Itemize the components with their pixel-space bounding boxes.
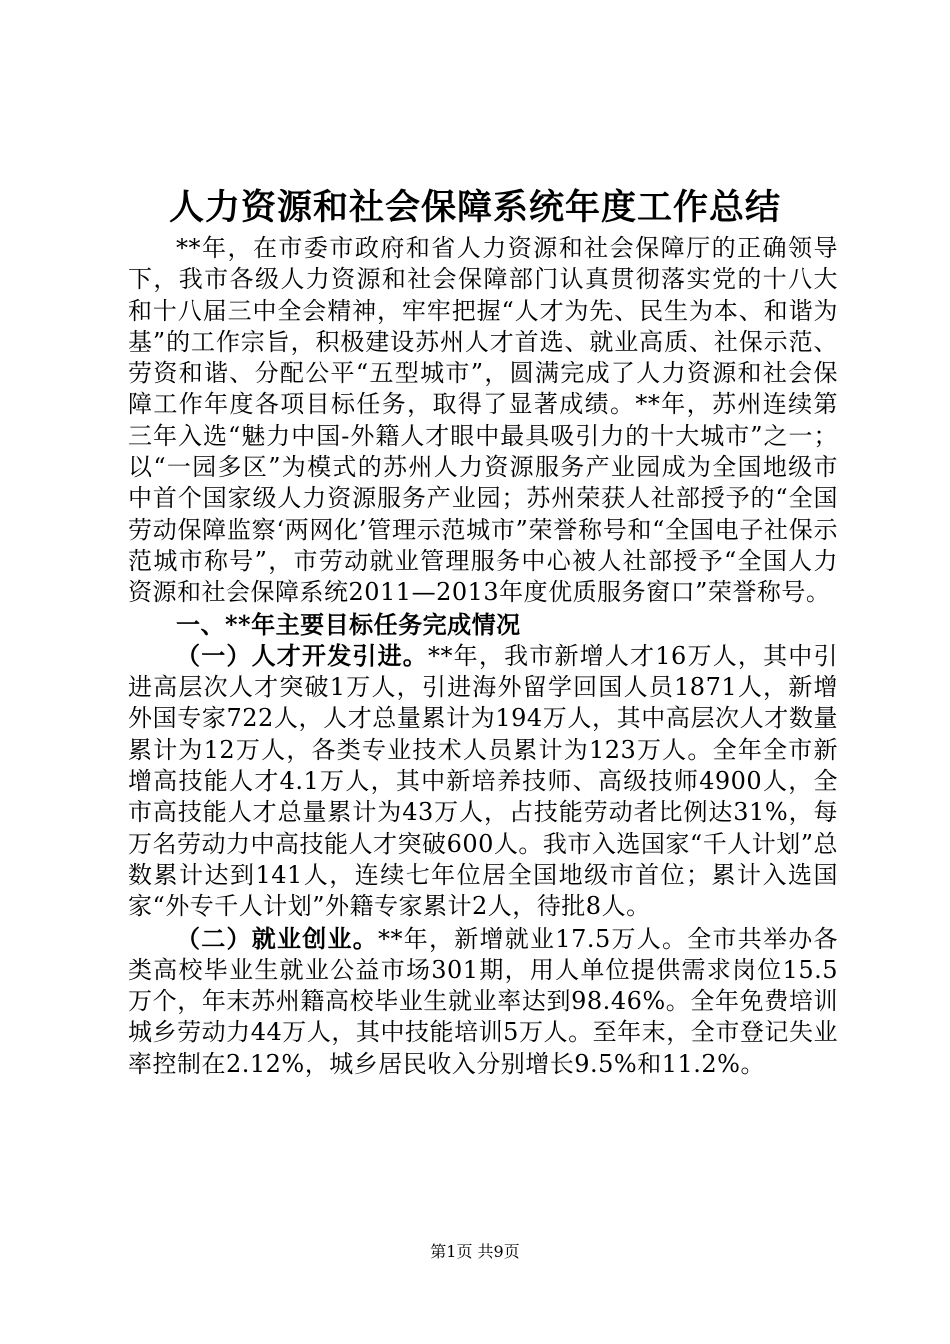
subsection-talent-title: （一）人才开发引进。 [176, 640, 428, 670]
subsection-employment-title: （二）就业创业。 [176, 923, 379, 953]
subsection-talent-paragraph [128, 640, 838, 923]
subsection-employment-paragraph [128, 923, 838, 1080]
intro-paragraph: **年，在市委市政府和省人力资源和社会保障厅的正确领导下，我市各级人力资源和社会保障部门认真贯彻落实党的十八大和十八届三中全会精神，牢牢把握“人才为先、民生为本、和谐为基”的工作宗旨，积极建设苏州人才首选、就业高质、社保示范、劳资和谐、分配公平“五型城市”，圆满完成了人力资源和社会保障工作年度各项目标任务，取得了显著成绩。**年，苏州连续第三年入选“魅力中国-外籍人才眼中最具吸引力的十大城市”之一；以“一园多区”为模式的苏州人力资源服务产业园成为全国地级市中首个国家级人力资源服务产业园；苏州荣获人社部授予的“全国劳动保障监察‘两网化’管理示范城市”荣誉称号和“全国电子社保示范城市称号”，市劳动就业管理服务中心被人社部授予“全国人力资源和社会保障系统2011—2013年度优质服务窗口”荣誉称号。 [128, 234, 838, 607]
page-footer: 第1页 共9页 [430, 1242, 520, 1261]
subsection-talent-text: **年，我市新增人才16万人，其中引进高层次人才突破1万人，引进海外留学回国人员1871人，新增外国专家722人，人才总量累计为194万人，其中高层次人才数量累计为12万人，各类专业技术人员累计为123万人。全年全市新增高技能人才4.1万人，其中新培养技师、高级技师4900人，全市高技能人才总量累计为43万人，占技能劳动者比例达31%，每万名劳动力中高技能人才突破600人。我市入选国家“千人计划”总数累计达到141人，连续七年位居全国地级市首位；累计入选国家“外专千人计划”外籍专家累计2人，待批8人。 [128, 641, 838, 921]
document-body [128, 233, 838, 1080]
document-title: 人力资源和社会保障系统年度工作总结 [168, 187, 781, 228]
section-heading: 一、**年主要目标任务完成情况 [176, 609, 521, 639]
subsection-employment-text: **年，新增就业17.5万人。全市共举办各类高校毕业生就业公益市场301期，用人单位提供需求岗位15.5万个，年末苏州籍高校毕业生就业率达到98.46%。全年免费培训城乡劳动力44万人，其中技能培训5万人。至年末，全市登记失业率控制在2.12%，城乡居民收入分别增长9.5%和11.2%。 [128, 924, 839, 1078]
